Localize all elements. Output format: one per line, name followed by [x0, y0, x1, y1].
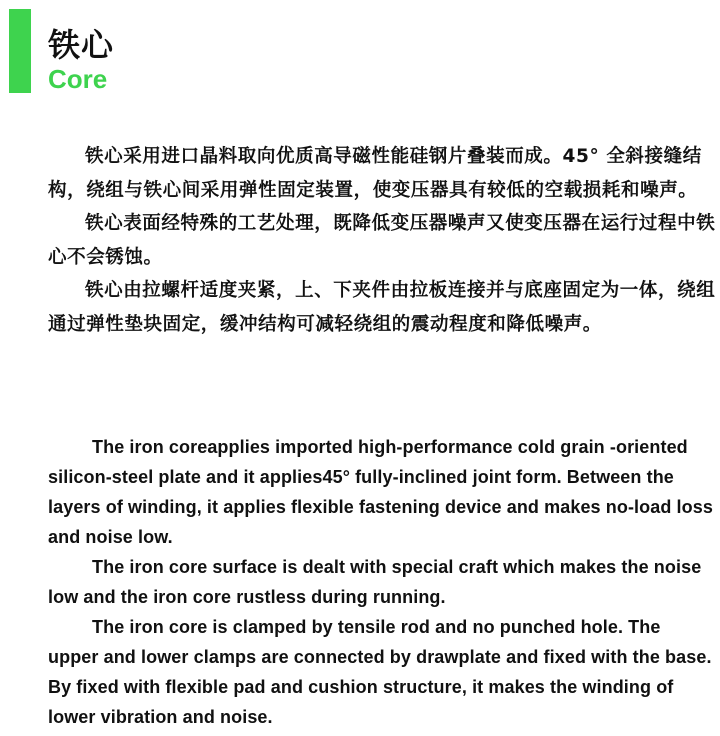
- chinese-paragraph-1: 铁心采用进口晶料取向优质高导磁性能硅钢片叠装而成。45° 全斜接缝结构，绕组与铁心间采用弹性固定装置，使变压器具有较低的空载损耗和噪声。: [48, 146, 702, 201]
- english-description: [48, 432, 714, 732]
- english-paragraph-3: The iron core is clamped by tensile rod and no punched hole. The upper and lower clamps are connected by drawplate and fixed with the base. By fixed with flexible pad and cushion structure, it makes the winding of lower vibration and noise.: [48, 617, 712, 727]
- chinese-paragraph-2: 铁心表面经特殊的工艺处理，既降低变压器噪声又使变压器在运行过程中铁心不会锈蚀。: [48, 213, 716, 268]
- chinese-paragraph-3: 铁心由拉螺杆适度夹紧，上、下夹件由拉板连接并与底座固定为一体，绕组通过弹性垫块固定，缓冲结构可减轻绕组的震动程度和降低噪声。: [48, 280, 716, 335]
- chinese-description: [48, 140, 716, 341]
- accent-bar: [9, 9, 31, 93]
- section-title-english: Core: [48, 64, 108, 94]
- english-paragraph-2: The iron core surface is dealt with special craft which makes the noise low and the iron core rustless during running.: [48, 557, 702, 607]
- section-title-chinese: 铁心: [48, 26, 115, 64]
- english-paragraph-1: The iron coreapplies imported high-performance cold grain -oriented silicon-steel plate and it applies45° fully-inclined joint form. Between the layers of winding, it applies flexible fastening device and makes no-load loss and noise low.: [48, 437, 713, 547]
